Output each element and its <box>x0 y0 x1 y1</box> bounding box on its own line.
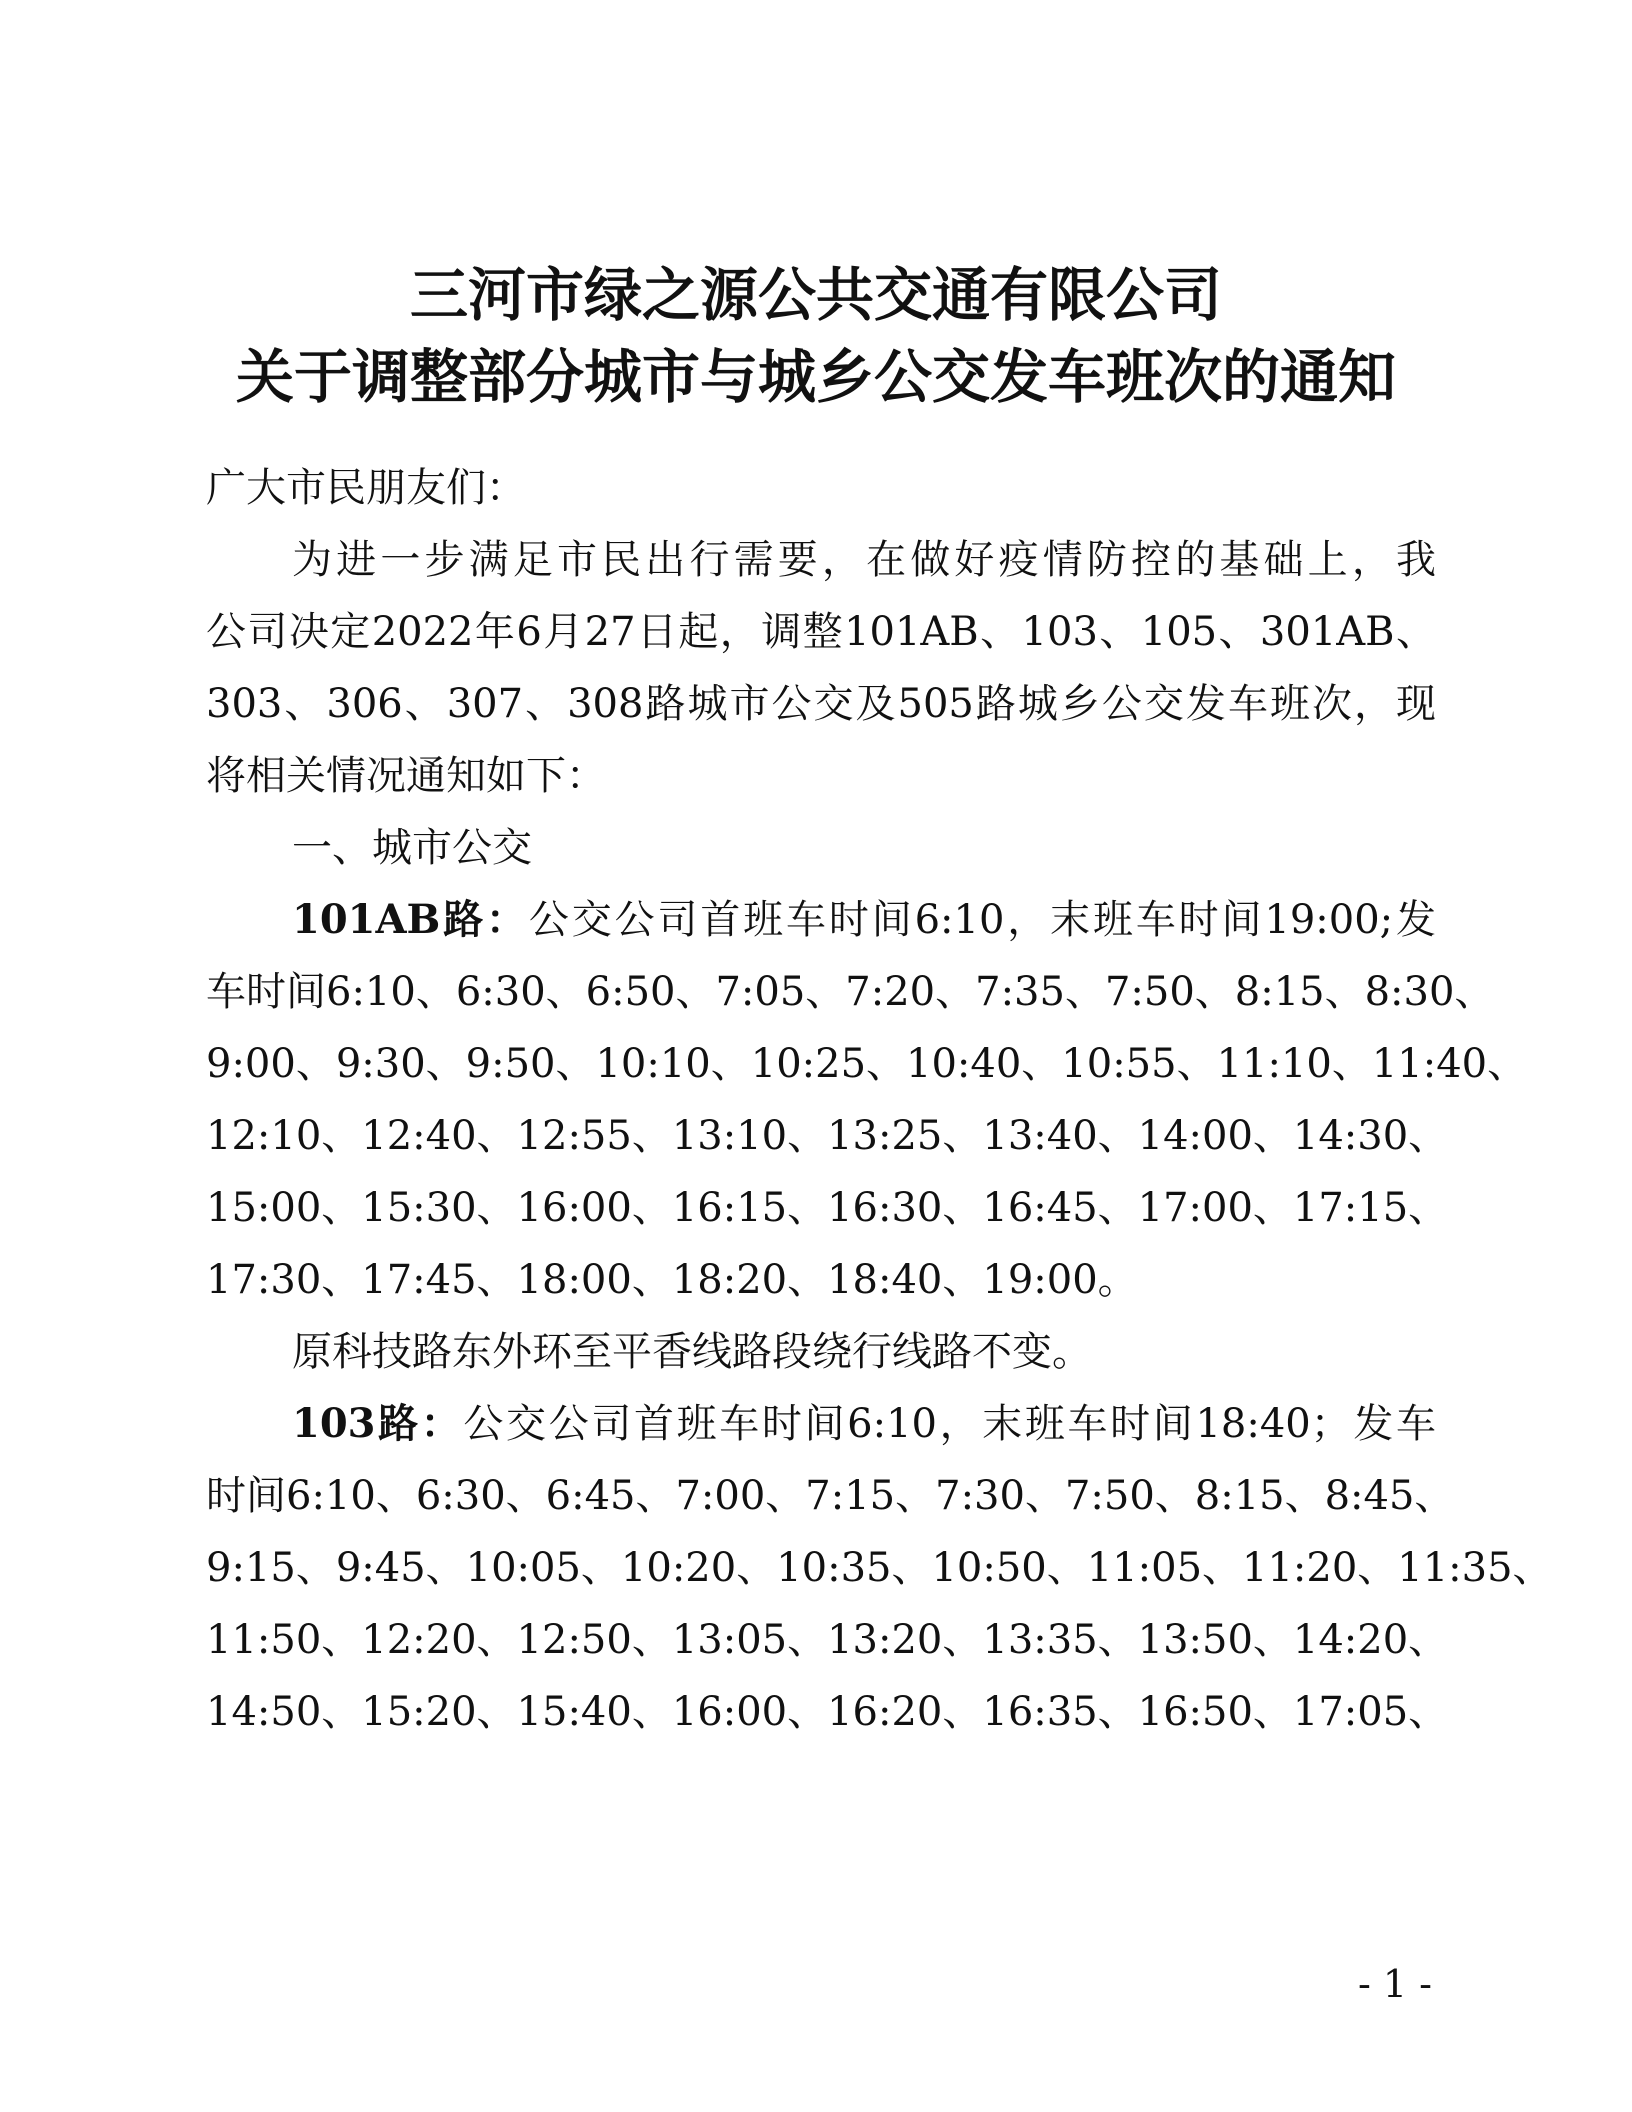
route-103-first-line <box>292 1398 1436 1450</box>
route-101ab-label: 101AB路： <box>292 896 529 943</box>
route-101ab-schedule-line-4: 15:00、15:30、16:00、16:15、16:30、16:45、17:00、17:15、 <box>206 1185 1449 1231</box>
document-title-line-1: 三河市绿之源公共交通有限公司 <box>409 261 1222 329</box>
route-101ab-schedule-line-2: 9:00、9:30、9:50、10:10、10:25、10:40、10:55、11:10、11:40、 <box>206 1041 1528 1087</box>
intro-line-2: 公司决定2022年6月27日起，调整101AB、103、105、301AB、 <box>206 609 1436 655</box>
route-101ab-schedule-line-3: 12:10、12:40、12:55、13:10、13:25、13:40、14:00、14:30、 <box>206 1113 1449 1159</box>
route-101ab-schedule-line-5: 17:30、17:45、18:00、18:20、18:40、19:00。 <box>206 1257 1138 1303</box>
route-103-schedule-line-3: 11:50、12:20、12:50、13:05、13:20、13:35、13:50、14:20、 <box>206 1617 1449 1663</box>
section-heading-city-bus: 一、城市公交 <box>292 825 532 871</box>
route-101ab-first-line-text: 公交公司首班车时间6:10，末班车时间19:00;发 <box>528 897 1436 943</box>
route-101ab-first-line <box>292 894 1436 946</box>
intro-line-1: 为进一步满足市民出行需要，在做好疫情防控的基础上，我 <box>292 537 1436 583</box>
route-103-schedule-line-1: 时间6:10、6:30、6:45、7:00、7:15、7:30、7:50、8:15、8:45、 <box>206 1473 1455 1519</box>
intro-line-4: 将相关情况通知如下： <box>206 753 606 799</box>
route-103-first-line-text: 公交公司首班车时间6:10，末班车时间18:40；发车 <box>463 1401 1436 1447</box>
route-103-label: 103路： <box>292 1400 464 1447</box>
page-number: - 1 - <box>1357 1962 1432 2006</box>
intro-line-3: 303、306、307、308路城市公交及505路城乡公交发车班次，现 <box>206 681 1436 727</box>
route-103-schedule-line-2: 9:15、9:45、10:05、10:20、10:35、10:50、11:05、11:20、11:35、 <box>206 1545 1553 1591</box>
route-101ab-schedule-line-1: 车时间6:10、6:30、6:50、7:05、7:20、7:35、7:50、8:15、8:30、 <box>206 969 1495 1015</box>
document-title-line-2: 关于调整部分城市与城乡公交发车班次的通知 <box>235 343 1396 411</box>
salutation: 广大市民朋友们： <box>206 465 526 511</box>
route-103-schedule-line-4: 14:50、15:20、15:40、16:00、16:20、16:35、16:50、17:05、 <box>206 1689 1449 1735</box>
route-101ab-note: 原科技路东外环至平香线路段绕行线路不变。 <box>292 1329 1092 1375</box>
